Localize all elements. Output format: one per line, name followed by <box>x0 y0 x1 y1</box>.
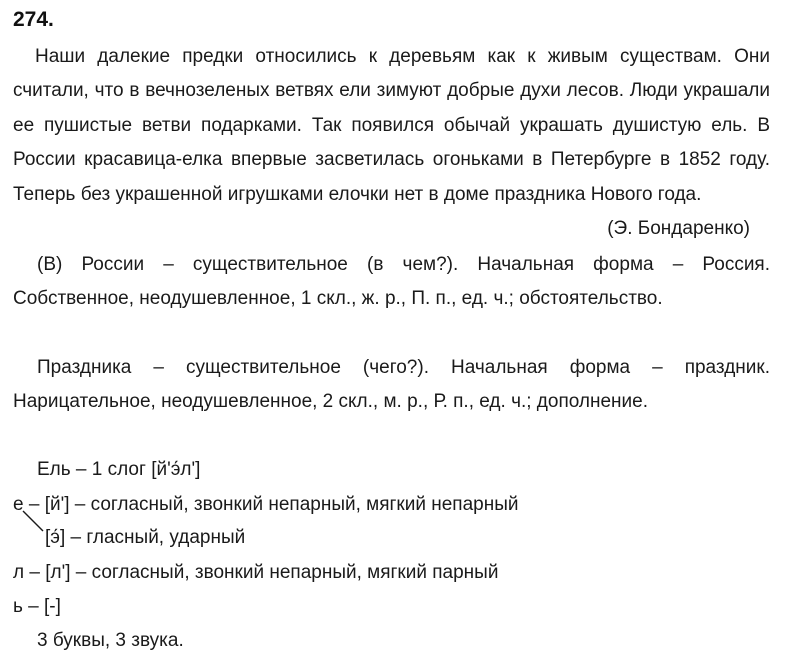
phonetic-title: Ель – 1 слог [й'э́л'] <box>37 459 201 480</box>
phonetic-line-soft-sign: ь – [-] <box>13 596 61 617</box>
branch-line-icon <box>22 510 46 534</box>
phonetic-line-e: е – [й'] – согласный, звонкий непарный, мягкий непарный <box>13 494 519 515</box>
text-source: (Э. Бондаренко) <box>607 218 750 239</box>
word-analysis-prazdnika: Праздника – существительное (чего?). Начальная форма – праздник. Нарицательное, неодушевленное, 2 скл., м. р., Р. п., ед. ч.; дополнение. <box>13 357 770 413</box>
phonetic-summary: 3 буквы, 3 звука. <box>37 630 184 651</box>
phonetic-line-e-vowel: [э́] – гласный, ударный <box>45 527 246 548</box>
word-analysis-rossii: (В) России – существительное (в чем?). Начальная форма – Россия. Собственное, неодушевленное, 1 скл., ж. р., П. п., ед. ч.; обстоятельство. <box>13 254 770 310</box>
phonetic-line-l: л – [л'] – согласный, звонкий непарный, мягкий парный <box>13 562 499 583</box>
exercise-text: Наши далекие предки относились к деревьям как к живым существам. Они считали, что в вечнозеленых ветвях ели зимуют добрые духи лесов. Люди украшали ее пушистые ветви подарками. Так появился обычай украшать душистую ель. В России красавица-елка впервые засветилась огоньками в Петербурге в 1852 году. Теперь без украшенной игрушками елочки нет в доме праздника Нового года. <box>13 46 770 205</box>
exercise-number: 274. <box>13 8 54 31</box>
